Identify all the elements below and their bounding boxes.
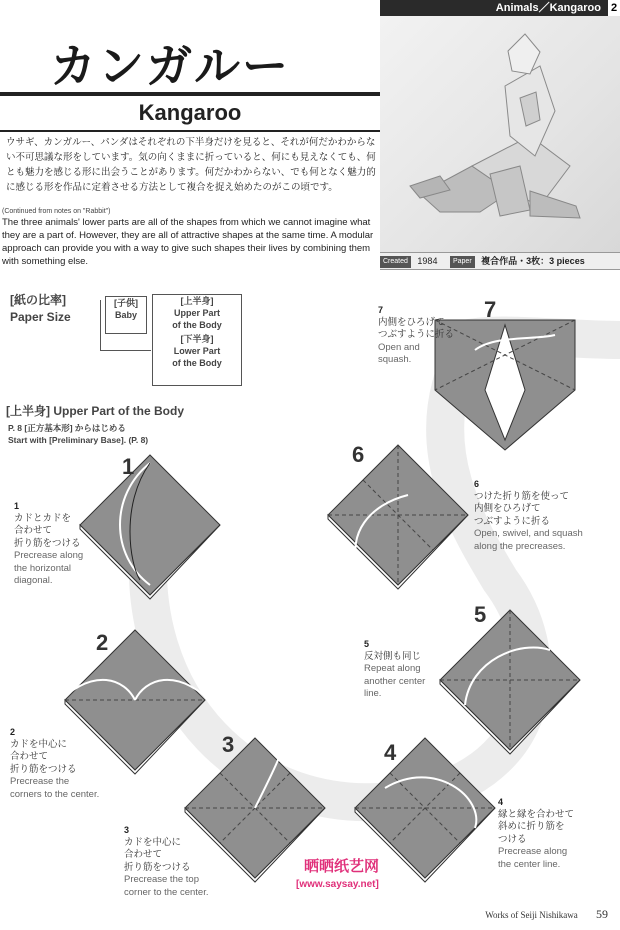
step3-number: 3 xyxy=(222,732,235,757)
step2-jp2: 合わせて xyxy=(10,751,49,762)
lower-label-en1: Lower Part xyxy=(173,346,221,356)
step4-jp2: 斜めに折り筋を xyxy=(498,821,565,832)
step7-jp2: つぶすように折る xyxy=(378,329,455,340)
title-english: Kangaroo xyxy=(138,100,242,125)
step5-en2: another center xyxy=(364,675,426,687)
step4-en1: Precrease along xyxy=(498,846,568,857)
step4-jp3: つける xyxy=(498,833,527,845)
intro-japanese: ウサギ、カンガルー、パンダはそれぞれの下半身だけを見ると、それが何だかわからない不可思議な形をしています。気の向くままに折っていると、何にも見えなくても、何とも魅力を感じる形に出会うことがあります。何だかわからない、でも何となく魅力的に感じる形を作品に定着させる方法として複合を捉え始めたのがこの頃です。 xyxy=(6,137,376,193)
step7-en2: squash. xyxy=(378,354,412,365)
step4-en2: the center line. xyxy=(498,858,561,870)
step6-cap-num: 6 xyxy=(474,479,480,489)
upper-label-en2: of the Body xyxy=(172,320,222,330)
step3-jp1: カドを中心に xyxy=(124,836,182,848)
step2-caption xyxy=(10,726,150,801)
step7-number: 7 xyxy=(484,297,497,322)
step1-jp2: 合わせて xyxy=(14,525,53,536)
page-index-badge: 2 xyxy=(608,0,620,16)
step2-cap-num: 2 xyxy=(10,727,16,737)
step6-diagram xyxy=(328,445,468,589)
continued-note: (Continued from notes on "Rabbit") xyxy=(2,208,111,215)
paper-value: 複合作品・3枚：3 pieces xyxy=(481,256,585,266)
step4-number: 4 xyxy=(384,740,397,765)
step4-jp1: 縁と縁を合わせて xyxy=(498,808,575,820)
baby-label-jp: [子供] xyxy=(114,298,138,308)
step2-jp1: カドを中心に xyxy=(10,738,68,750)
title-japanese: カンガルー xyxy=(50,40,290,92)
step4-caption xyxy=(498,796,608,871)
step3-en2: corner to the center. xyxy=(124,886,209,898)
page-number: 59 xyxy=(596,907,608,921)
created-value: 1984 xyxy=(417,256,438,266)
step6-jp3: つぶすように折る xyxy=(474,515,551,527)
section-title: Animals／Kangaroo xyxy=(495,2,601,14)
start-en: Start with [Preliminary Base]. (P. 8) xyxy=(8,435,149,445)
step2-jp3: 折り筋をつける xyxy=(10,763,77,775)
step5-en1: Repeat along xyxy=(364,663,421,674)
paper-label: Paper xyxy=(450,256,475,268)
step1-jp3: 折り筋をつける xyxy=(14,537,81,549)
paper-size-title-jp: [紙の比率] xyxy=(10,293,66,307)
page-footer xyxy=(485,907,608,922)
step2-number: 2 xyxy=(96,630,109,655)
step3-jp3: 折り筋をつける xyxy=(124,861,191,873)
watermark-url: [www.saysay.net] xyxy=(296,879,379,890)
step1-en2: the horizontal xyxy=(14,562,72,574)
step1-cap-num: 1 xyxy=(14,501,20,511)
created-label: Created xyxy=(380,256,411,268)
start-jp: P. 8 [正方基本形] からはじめる xyxy=(8,423,126,433)
watermark-text: 晒晒纸艺网 xyxy=(304,858,380,875)
step5-jp1: 反対側も同じ xyxy=(364,650,422,662)
step1-en3: diagonal. xyxy=(14,575,53,586)
upper-label-en1: Upper Part xyxy=(173,308,220,318)
step7-cap-num: 7 xyxy=(378,305,384,315)
step6-jp1: つけた折り筋を使って xyxy=(474,490,570,502)
step6-en1: Open, swivel, and squash xyxy=(474,528,583,539)
step3-jp2: 合わせて xyxy=(124,849,163,860)
lower-label-en2: of the Body xyxy=(172,358,222,368)
step1-caption xyxy=(14,500,124,588)
intro-english: The three animals' lower parts are all of the shapes from which we cannot imagine what they are a part of. However, they are all of attractive shapes at the same time. A modular approach can provide you with a way to give such shapes their lives by combining them with something else. xyxy=(2,217,374,267)
step5-cap-num: 5 xyxy=(364,639,370,649)
step1-number: 1 xyxy=(122,454,135,479)
step7-jp1: 内側をひろげて xyxy=(378,316,445,328)
step2-en2: corners to the center. xyxy=(10,788,100,800)
step5-en3: line. xyxy=(364,688,382,699)
step6-number: 6 xyxy=(352,442,365,467)
step3-caption xyxy=(124,824,254,899)
step6-en2: along the precreases. xyxy=(474,540,566,552)
step6-caption xyxy=(474,478,614,553)
section-title: [上半身] Upper Part of the Body xyxy=(6,404,185,418)
step7-caption xyxy=(378,304,478,367)
step3-cap-num: 3 xyxy=(124,825,130,835)
paper-size-title-en: Paper Size xyxy=(10,310,71,324)
step1-jp1: カドとカドを xyxy=(14,512,72,524)
site-watermark xyxy=(296,858,379,894)
step5-caption xyxy=(364,638,464,701)
step1-en1: Precrease along xyxy=(14,550,84,561)
step2-en1: Precrease the xyxy=(10,776,70,787)
lower-label-jp: [下半身] xyxy=(180,334,214,344)
step5-number: 5 xyxy=(474,602,487,627)
upper-label-jp: [上半身] xyxy=(180,296,214,306)
footer-credit: Works of Seiji Nishikawa xyxy=(485,910,578,920)
step4-cap-num: 4 xyxy=(498,797,504,807)
step3-en1: Precrease the top xyxy=(124,874,199,885)
baby-label-en: Baby xyxy=(114,310,137,320)
step6-jp2: 内側をひろげて xyxy=(474,503,541,514)
step7-en1: Open and xyxy=(378,341,420,353)
